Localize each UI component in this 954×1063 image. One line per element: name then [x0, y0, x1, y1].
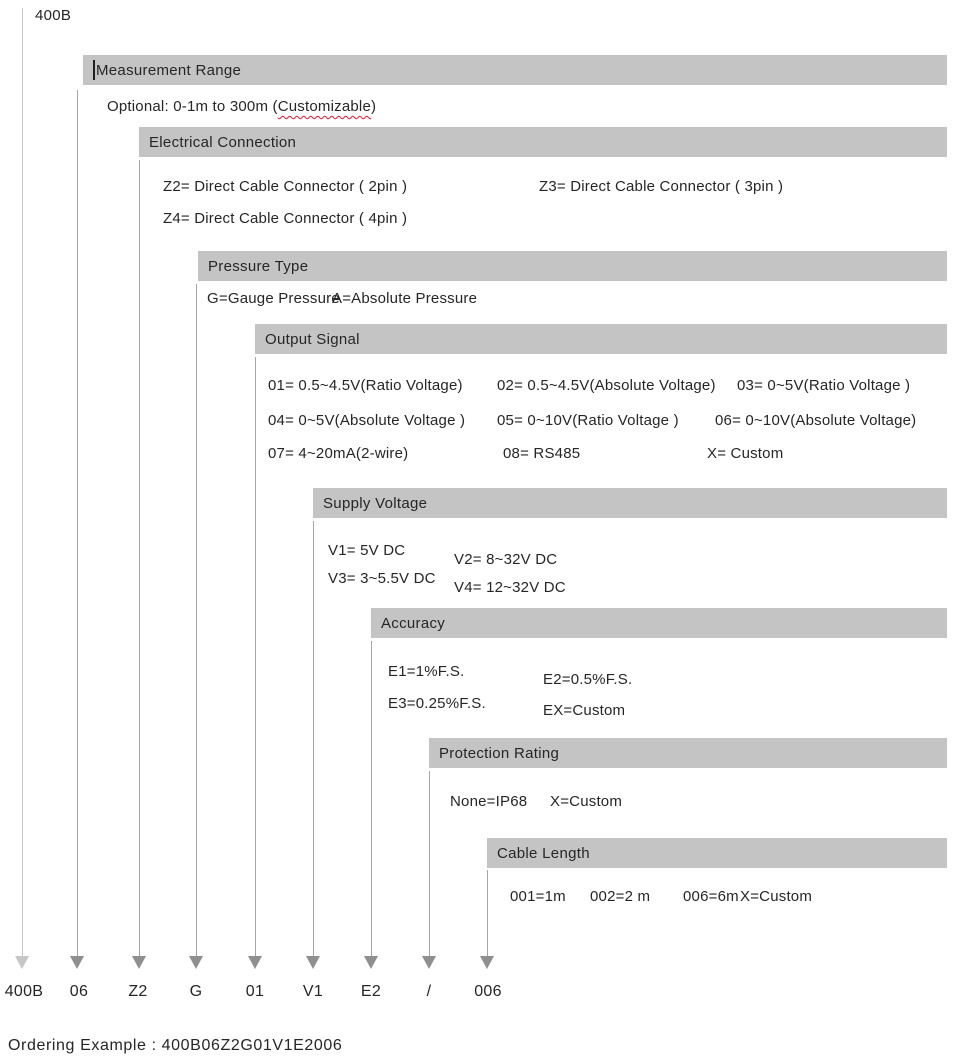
- arrow-down-icon-protection-rating: [422, 956, 436, 969]
- option-ex: EX=Custom: [543, 702, 626, 719]
- connector-line-cable-length: [487, 870, 488, 956]
- option-output-01: 01= 0.5~4.5V(Ratio Voltage): [268, 377, 463, 394]
- section-header-electrical-connection: [139, 127, 947, 157]
- option-v1: V1= 5V DC: [328, 542, 406, 559]
- option-output-02: 02= 0.5~4.5V(Absolute Voltage): [497, 377, 716, 394]
- option-z4: Z4= Direct Cable Connector ( 4pin ): [163, 210, 408, 227]
- option-v3: V3= 3~5.5V DC: [328, 570, 436, 587]
- arrow-down-icon-pressure-type: [189, 956, 203, 969]
- option-output-03: 03= 0~5V(Ratio Voltage ): [737, 377, 911, 394]
- option-output-x: X= Custom: [707, 445, 784, 462]
- option-protection-none: None=IP68: [450, 793, 528, 810]
- code-cable-length: 006: [474, 983, 502, 1000]
- section-header-measurement-range: [83, 55, 947, 85]
- section-title-protection-rating: Protection Rating: [439, 744, 560, 762]
- section-header-accuracy: [371, 608, 947, 638]
- connector-line-electrical-connection: [139, 160, 140, 956]
- option-cable-006: 006=6m: [683, 888, 739, 905]
- option-cable-002: 002=2 m: [590, 888, 651, 905]
- option-output-06: 06= 0~10V(Absolute Voltage): [715, 412, 917, 429]
- option-cable-x: X=Custom: [740, 888, 813, 905]
- option-z2: Z2= Direct Cable Connector ( 2pin ): [163, 178, 408, 195]
- option-z3: Z3= Direct Cable Connector ( 3pin ): [539, 178, 784, 195]
- arrow-down-icon-model: [15, 956, 29, 969]
- section-header-protection-rating: [429, 738, 947, 768]
- section-header-pressure-type: [198, 251, 947, 281]
- option-v2: V2= 8~32V DC: [454, 551, 558, 568]
- option-e1: E1=1%F.S.: [388, 663, 465, 680]
- connector-line-measurement-range: [77, 90, 78, 956]
- option-protection-x: X=Custom: [550, 793, 623, 810]
- section-title-accuracy: Accuracy: [381, 614, 446, 632]
- section-title-measurement-range: Measurement Range: [96, 61, 242, 79]
- arrow-down-icon-output-signal: [248, 956, 262, 969]
- option-output-08: 08= RS485: [503, 445, 581, 462]
- section-title-pressure-type: Pressure Type: [208, 257, 309, 275]
- option-v4: V4= 12~32V DC: [454, 579, 566, 596]
- option-output-07: 07= 4~20mA(2-wire): [268, 445, 409, 462]
- code-model: 400B: [4, 983, 44, 1000]
- option-measurement-range-customizable: Customizable: [277, 98, 371, 115]
- section-title-cable-length: Cable Length: [497, 844, 590, 862]
- code-pressure-type: G: [189, 983, 203, 1000]
- code-protection-rating: /: [426, 983, 432, 1000]
- code-output-signal: 01: [245, 983, 265, 1000]
- connector-line-output-signal: [255, 357, 256, 956]
- section-header-cable-length: [487, 838, 947, 868]
- option-measurement-range: [107, 98, 376, 115]
- model-label: 400B: [35, 7, 72, 24]
- option-measurement-range-prefix: Optional: 0-1m to 300m (: [107, 98, 278, 115]
- arrow-down-icon-electrical-connection: [132, 956, 146, 969]
- option-absolute-pressure: A=Absolute Pressure: [332, 290, 478, 307]
- section-title-supply-voltage: Supply Voltage: [323, 494, 428, 512]
- ordering-example-text: Ordering Example : 400B06Z2G01V1E2006: [8, 1037, 343, 1054]
- option-e2: E2=0.5%F.S.: [543, 671, 633, 688]
- connector-line-supply-voltage: [313, 521, 314, 956]
- section-header-supply-voltage: [313, 488, 947, 518]
- section-title-electrical-connection: Electrical Connection: [149, 133, 297, 151]
- option-e3: E3=0.25%F.S.: [388, 695, 486, 712]
- arrow-down-icon-supply-voltage: [306, 956, 320, 969]
- arrow-down-icon-measurement-range: [70, 956, 84, 969]
- section-header-output-signal: [255, 324, 947, 354]
- option-gauge-pressure: G=Gauge Pressure: [207, 290, 340, 307]
- connector-line-accuracy: [371, 641, 372, 956]
- option-output-04: 04= 0~5V(Absolute Voltage ): [268, 412, 466, 429]
- code-measurement-range: 06: [69, 983, 89, 1000]
- option-cable-001: 001=1m: [510, 888, 566, 905]
- section-title-output-signal: Output Signal: [265, 330, 360, 348]
- connector-line-pressure-type: [196, 284, 197, 956]
- text-cursor: [93, 60, 95, 80]
- code-electrical: Z2: [128, 983, 148, 1000]
- connector-line-protection-rating: [429, 771, 430, 956]
- option-output-05: 05= 0~10V(Ratio Voltage ): [497, 412, 679, 429]
- code-accuracy: E2: [360, 983, 382, 1000]
- option-measurement-range-suffix: ): [371, 98, 377, 115]
- code-supply-voltage: V1: [302, 983, 324, 1000]
- arrow-down-icon-accuracy: [364, 956, 378, 969]
- arrow-down-icon-cable-length: [480, 956, 494, 969]
- connector-line-model: [22, 8, 23, 956]
